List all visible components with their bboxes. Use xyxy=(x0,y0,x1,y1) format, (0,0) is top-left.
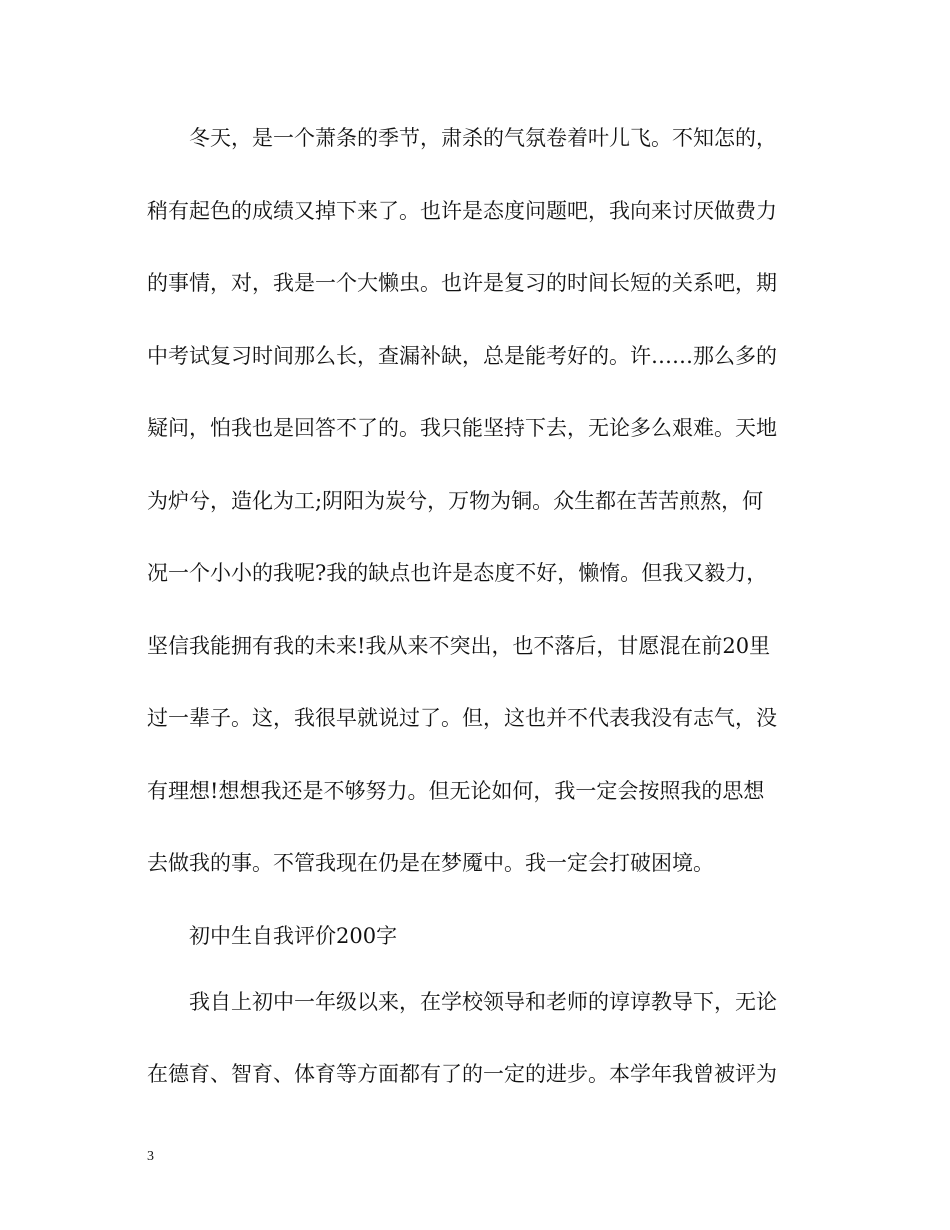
document-body xyxy=(147,126,799,1135)
page-number: 3 xyxy=(147,1149,154,1164)
paragraph-1-line-5: 疑问，怕我也是回答不了的。我只能坚持下去，无论多么艰难。天地 xyxy=(147,416,777,440)
section-heading: 初中生自我评价200字 xyxy=(189,923,398,948)
paragraph-2-line-1: 我自上初中一年级以来，在学校领导和老师的谆谆教导下，无论 xyxy=(189,989,777,1014)
paragraph-1-line-8: 坚信我能拥有我的未来!我从来不突出，也不落后，甘愿混在前20里 xyxy=(147,633,771,658)
paragraph-1-line-1: 冬天，是一个萧条的季节，肃杀的气氛卷着叶儿飞。不知怎的， xyxy=(189,126,777,150)
paragraph-1-line-3: 的事情，对，我是一个大懒虫。也许是复习的时间长短的关系吧，期 xyxy=(147,271,777,295)
paragraph-2-line-2: 在德育、智育、体育等方面都有了的一定的进步。本学年我曾被评为 xyxy=(147,1062,777,1086)
paragraph-1-line-11: 去做我的事。不管我现在仍是在梦魇中。我一定会打破困境。 xyxy=(147,851,714,875)
paragraph-1-line-2: 稍有起色的成绩又掉下来了。也许是态度问题吧，我向来讨厌做费力 xyxy=(147,198,777,223)
paragraph-1-line-10: 有理想!想想我还是不够努力。但无论如何，我一定会按照我的思想 xyxy=(147,778,765,803)
paragraph-1-line-7: 况一个小小的我呢?我的缺点也许是态度不好，懒惰。但我又毅力， xyxy=(147,561,768,585)
paragraph-1-line-9: 过一辈子。这，我很早就说过了。但，这也并不代表我没有志气，没 xyxy=(147,706,777,730)
paragraph-1-line-4: 中考试复习时间那么长，查漏补缺，总是能考好的。许……那么多的 xyxy=(147,343,777,368)
paragraph-1-line-6: 为炉兮，造化为工;阴阳为炭兮，万物为铜。众生都在苦苦煎熬，何 xyxy=(147,488,764,513)
